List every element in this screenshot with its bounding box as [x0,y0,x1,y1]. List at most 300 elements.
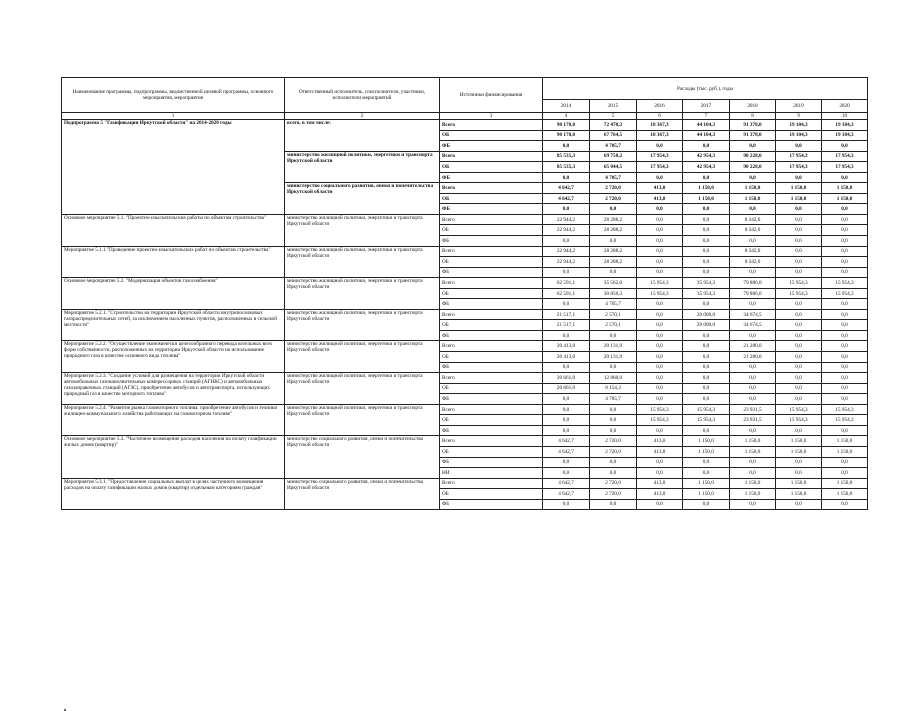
funding-source-cell: Всего [440,151,543,162]
expense-value-cell: 0,0 [822,204,868,215]
funding-source-cell: ФБ [440,204,543,215]
expense-value-cell: 0,0 [776,362,822,373]
expense-value-cell: 0,0 [776,309,822,320]
expense-value-cell: 91 378,0 [730,130,776,141]
program-name-cell: Мероприятие 5.2.4. "Развитие рынка газомоторного топлива: приобретение автобусов и техники жилищно-коммунального хозяйства работающих на газомоторном топливе" [62,404,285,436]
funding-source-cell: ФБ [440,394,543,405]
expense-value-cell: 0,0 [637,352,683,363]
expense-value-cell: 20 131,9 [590,352,637,363]
executor-cell: министерство жилищной политики, энергетики и транспорта Иркутской области [285,214,440,246]
expense-value-cell: 0,0 [776,141,822,152]
funding-source-cell: ФБ [440,499,543,510]
header-year: 2020 [822,100,868,113]
funding-source-cell: Всего [440,309,543,320]
expense-value-cell: 15 954,3 [637,278,683,289]
expense-value-cell: 0,0 [822,457,868,468]
funding-source-cell: ОБ [440,383,543,394]
expense-value-cell: 0,0 [822,352,868,363]
expense-value-cell: 2 720,0 [590,489,637,500]
expense-value-cell: 0,0 [683,362,730,373]
expense-value-cell: 0,0 [776,320,822,331]
expense-value-cell: 0,0 [637,373,683,384]
expense-value-cell: 4 705,7 [590,394,637,405]
expense-value-cell: 28 288,2 [590,225,637,236]
executor-cell: министерство жилищной политики, энергетики и транспорта Иркутской области [285,246,440,278]
expense-value-cell: 1 150,0 [776,478,822,489]
expense-value-cell: 1 150,0 [730,436,776,447]
expense-value-cell: 0,0 [776,299,822,310]
expense-value-cell: 0,0 [822,141,868,152]
expense-value-cell: 0,0 [730,204,776,215]
expense-value-cell: 0,0 [822,299,868,310]
expense-value-cell: 1 150,0 [776,183,822,194]
expense-value-cell: 44 104,3 [683,130,730,141]
expense-value-cell: 0,0 [776,457,822,468]
expense-value-cell: 17 954,3 [637,151,683,162]
expense-value-cell: 0,0 [730,373,776,384]
expense-value-cell: 20 000,0 [683,309,730,320]
funding-source-cell: ОБ [440,225,543,236]
column-index-cell: 9 [776,113,822,120]
expense-value-cell: 0,0 [683,267,730,278]
funding-source-cell: Всего [440,183,543,194]
expense-value-cell: 0,0 [776,425,822,436]
expense-value-cell: 0,0 [730,468,776,479]
table-row [62,120,868,131]
expense-value-cell: 72 470,3 [590,120,637,131]
expense-value-cell: 65 044,5 [590,162,637,173]
expense-value-cell: 2 720,0 [590,436,637,447]
expense-value-cell: 15 954,3 [776,415,822,426]
funding-source-cell: ФБ [440,362,543,373]
program-name-cell: Мероприятие 5.2.3. "Создание условий для размещения на территории Иркутской области автомобильных газонаполнительных компрессорных станций (АГНКС) и автомобильных газозаправочных станций (АГЗС), приобретение автобусов и автотранспорта, использующих природный газ в качестве моторного топлива" [62,373,285,405]
expense-value-cell: 0,0 [590,267,637,278]
funding-source-cell: ОБ [440,162,543,173]
funding-source-cell: Всего [440,120,543,131]
expense-value-cell: 0,0 [822,373,868,384]
expense-value-cell: 15 954,3 [822,415,868,426]
expense-value-cell: 4 642,7 [543,436,590,447]
expense-value-cell: 0,0 [637,204,683,215]
program-name-cell: Мероприятие 5.2.2. "Осуществление экономически целесообразного перевода котельных всех форм собственности, расположенных на территории Иркутской области на использование природного газа в качестве основного вида топлива" [62,341,285,373]
expense-value-cell: 1 150,0 [683,489,730,500]
expense-value-cell: 0,0 [590,330,637,341]
expense-value-cell: 35 954,3 [683,278,730,289]
expense-value-cell: 0,0 [683,499,730,510]
expense-value-cell: 0,0 [730,362,776,373]
expense-value-cell: 22 944,2 [543,225,590,236]
expense-value-cell: 8 342,0 [730,246,776,257]
expense-value-cell: 0,0 [730,299,776,310]
expense-value-cell: 0,0 [730,499,776,510]
expense-value-cell: 18 367,3 [637,130,683,141]
expense-value-cell: 0,0 [776,267,822,278]
expense-value-cell: 15 954,3 [822,278,868,289]
funding-source-cell: ФБ [440,236,543,247]
expense-value-cell: 2 720,0 [590,478,637,489]
funding-source-cell: ФБ [440,457,543,468]
expense-value-cell: 0,0 [590,468,637,479]
expense-value-cell: 0,0 [543,404,590,415]
expense-value-cell: 15 954,3 [683,415,730,426]
executor-cell: министерство жилищной политики, энергетики и транспорта Иркутской области [285,278,440,310]
expense-value-cell: 90 228,0 [730,151,776,162]
expense-value-cell: 15 954,3 [776,288,822,299]
expense-value-cell: 0,0 [637,246,683,257]
expense-value-cell: 0,0 [543,267,590,278]
expense-value-cell: 0,0 [683,457,730,468]
program-name-cell: Основное мероприятие 5.2. "Модернизация объектов газоснабжения" [62,278,285,310]
expense-value-cell: 0,0 [637,499,683,510]
expense-value-cell: 1 150,0 [730,193,776,204]
column-index-cell: 1 [62,113,285,120]
expense-value-cell: 0,0 [822,330,868,341]
funding-source-cell: Всего [440,214,543,225]
expense-value-cell: 0,0 [637,309,683,320]
expense-value-cell: 0,0 [637,299,683,310]
expense-value-cell: 20 131,9 [590,341,637,352]
funding-source-cell: ОБ [440,130,543,141]
executor-cell: министерство жилищной политики, энергетики и транспорта Иркутской области [285,341,440,373]
executor-cell: министерство социального развития, опеки и попечительства Иркутской области [285,436,440,478]
expense-value-cell: 90 228,0 [730,162,776,173]
funding-source-cell: Всего [440,404,543,415]
expense-value-cell: 0,0 [637,330,683,341]
expense-value-cell: 15 954,3 [822,404,868,415]
expense-value-cell: 8 342,0 [730,257,776,268]
expense-value-cell: 0,0 [776,383,822,394]
expense-value-cell: 15 954,3 [776,404,822,415]
expense-value-cell: 413,0 [637,436,683,447]
expense-value-cell: 0,0 [683,204,730,215]
expense-value-cell: 0,0 [683,373,730,384]
expense-value-cell: 0,0 [683,425,730,436]
expense-value-cell: 413,0 [637,478,683,489]
budget-table [61,77,868,510]
funding-source-cell: ОБ [440,415,543,426]
expense-value-cell: 0,0 [822,225,868,236]
header-source-column: Источники финансирования [440,78,543,113]
expense-value-cell: 34 674,5 [730,309,776,320]
expense-value-cell: 413,0 [637,489,683,500]
expense-value-cell: 0,0 [637,172,683,183]
expense-value-cell: 15 954,3 [822,288,868,299]
expense-value-cell: 0,0 [543,362,590,373]
expense-value-cell: 0,0 [637,341,683,352]
expense-value-cell: 4 642,7 [543,489,590,500]
expense-value-cell: 1 150,0 [683,436,730,447]
expense-value-cell: 0,0 [683,352,730,363]
program-name-cell: Основное мероприятие 5.3. "Частичное возмещение расходов населения на оплату газификации жилых домов (квартир)" [62,436,285,478]
expense-value-cell: 0,0 [637,267,683,278]
header-name-column: Наименование программы, подпрограммы, ведомственной целевой программы, основного мероприятия, мероприятия [62,78,285,113]
funding-source-cell: ОБ [440,446,543,457]
expense-value-cell: 67 764,5 [590,130,637,141]
expense-value-cell: 0,0 [822,214,868,225]
table-row [62,246,868,257]
header-year: 2014 [543,100,590,113]
table-row [62,341,868,352]
expense-value-cell: 79 886,0 [730,288,776,299]
expense-value-cell: 1 150,0 [776,436,822,447]
expense-value-cell: 1 150,0 [822,446,868,457]
expense-value-cell: 0,0 [543,394,590,405]
expense-value-cell: 0,0 [776,394,822,405]
expense-value-cell: 21 280,0 [730,341,776,352]
expense-value-cell: 2 720,0 [590,193,637,204]
expense-value-cell: 0,0 [637,236,683,247]
table-row [62,478,868,489]
expense-value-cell: 0,0 [683,214,730,225]
expense-value-cell: 0,0 [822,425,868,436]
expense-value-cell: 1 150,0 [683,183,730,194]
expense-value-cell: 1 150,0 [683,193,730,204]
expense-value-cell: 15 954,3 [637,404,683,415]
expense-value-cell: 413,0 [637,183,683,194]
expense-value-cell: 0,0 [776,236,822,247]
expense-value-cell: 1 150,0 [776,193,822,204]
expense-value-cell: 413,0 [637,193,683,204]
expense-value-cell: 62 591,1 [543,278,590,289]
expense-value-cell: 0,0 [822,320,868,331]
expense-value-cell: 0,0 [730,457,776,468]
header-year: 2015 [590,100,637,113]
funding-source-cell: Всего [440,246,543,257]
expense-value-cell: 44 104,3 [683,120,730,131]
expense-value-cell: 19 104,3 [776,120,822,131]
expense-value-cell: 20 661,0 [543,373,590,384]
funding-source-cell: Всего [440,341,543,352]
expense-value-cell: 0,0 [590,404,637,415]
expense-value-cell: 22 944,2 [543,214,590,225]
expense-value-cell: 0,0 [590,425,637,436]
expense-value-cell: 19 104,3 [822,130,868,141]
expense-value-cell: 0,0 [637,141,683,152]
executor-cell: министерство жилищной политики, энергетики и транспорта Иркутской области [285,309,440,341]
expense-value-cell: 8 154,3 [590,383,637,394]
expense-value-cell: 1 150,0 [822,193,868,204]
column-index-cell: 3 [440,113,543,120]
expense-value-cell: 0,0 [822,341,868,352]
expense-value-cell: 2 720,0 [590,446,637,457]
expense-value-cell: 0,0 [822,172,868,183]
expense-value-cell: 0,0 [683,172,730,183]
expense-value-cell: 1 150,0 [683,446,730,457]
executor-cell: всего, в том числе: [285,120,440,152]
expense-value-cell: 15 954,3 [776,278,822,289]
expense-value-cell: 0,0 [683,257,730,268]
expense-value-cell: 17 954,3 [776,151,822,162]
funding-source-cell: ОБ [440,193,543,204]
expense-value-cell: 0,0 [822,499,868,510]
expense-value-cell: 0,0 [543,299,590,310]
expense-value-cell: 17 954,3 [822,151,868,162]
expense-value-cell: 0,0 [543,499,590,510]
column-index-cell: 7 [683,113,730,120]
expense-value-cell: 69 750,2 [590,151,637,162]
expense-value-cell: 0,0 [776,330,822,341]
expense-value-cell: 2 720,0 [590,183,637,194]
expense-value-cell: 2 570,1 [590,320,637,331]
funding-source-cell: Всего [440,478,543,489]
expense-value-cell: 8 342,0 [730,214,776,225]
table-header [62,78,868,120]
funding-source-cell: ОБ [440,320,543,331]
expense-value-cell: 0,0 [543,457,590,468]
expense-value-cell: 0,0 [776,257,822,268]
header-expenses: Расходы (тыс. руб.), годы [543,78,868,100]
funding-source-cell: ФБ [440,299,543,310]
executor-cell: министерство жилищной политики, энергетики и транспорта Иркутской области [285,373,440,405]
expense-value-cell: 12 860,0 [590,373,637,384]
expense-value-cell: 1 150,0 [730,446,776,457]
expense-value-cell: 0,0 [590,499,637,510]
expense-value-cell: 0,0 [590,236,637,247]
program-name-cell: Мероприятие 5.2.1. "Строительство на территории Иркутской области внутрипоселковых газораспределительных сетей, за исключением насоленных пунктов, расположенных в сельской местности" [62,309,285,341]
expense-value-cell: 0,0 [776,341,822,352]
expense-value-cell: 1 150,0 [730,183,776,194]
expense-value-cell: 0,0 [730,236,776,247]
expense-value-cell: 22 944,2 [543,246,590,257]
expense-value-cell: 15 954,3 [637,288,683,299]
expense-value-cell: 0,0 [822,383,868,394]
expense-value-cell: 4 642,7 [543,478,590,489]
expense-value-cell: 0,0 [683,383,730,394]
expense-value-cell: 0,0 [683,225,730,236]
expense-value-cell: 17 954,3 [637,162,683,173]
header-year: 2017 [683,100,730,113]
funding-source-cell: ФБ [440,141,543,152]
budget-document-page [61,77,868,510]
expense-value-cell: 0,0 [776,225,822,236]
header-year: 2018 [730,100,776,113]
expense-value-cell: 0,0 [730,267,776,278]
expense-value-cell: 0,0 [543,141,590,152]
expense-value-cell: 0,0 [683,299,730,310]
expense-value-cell: 0,0 [730,383,776,394]
expense-value-cell: 0,0 [822,267,868,278]
expense-value-cell: 42 954,3 [683,162,730,173]
expense-value-cell: 21 280,0 [730,352,776,363]
funding-source-cell: Всего [440,278,543,289]
header-year: 2016 [637,100,683,113]
header-executor-column: Ответственный исполнитель, соисполнители, участники, исполнители мероприятий [285,78,440,113]
expense-value-cell: 0,0 [776,214,822,225]
executor-cell: министерство социального развития, опеки и попечительства Иркутской области [285,478,440,510]
table-row [62,309,868,320]
expense-value-cell: 1 150,0 [776,446,822,457]
funding-source-cell: ОБ [440,352,543,363]
expense-value-cell: 0,0 [637,383,683,394]
program-name-cell: Мероприятие 5.1.1 "Проведение проектно-изыскательских работ по объектам строительства" [62,246,285,278]
expense-value-cell: 1 150,0 [822,436,868,447]
header-year: 2019 [776,100,822,113]
funding-source-cell: ОБ [440,257,543,268]
executor-cell: министерство социального развития, опеки и попечительства Иркутской области [285,183,440,215]
expense-value-cell: 0,0 [590,362,637,373]
expense-value-cell: 0,0 [776,204,822,215]
table-row [62,436,868,447]
expense-value-cell: 0,0 [730,425,776,436]
expense-value-cell: 0,0 [776,499,822,510]
column-index-cell: 2 [285,113,440,120]
expense-value-cell: 0,0 [683,468,730,479]
expense-value-cell: 0,0 [543,204,590,215]
expense-value-cell: 0,0 [543,172,590,183]
expense-value-cell: 4 642,7 [543,193,590,204]
expense-value-cell: 0,0 [543,468,590,479]
expense-value-cell: 0,0 [730,172,776,183]
expense-value-cell: 0,0 [776,352,822,363]
expense-value-cell: 0,0 [683,330,730,341]
table-row [62,214,868,225]
expense-value-cell: 0,0 [637,362,683,373]
expense-value-cell: 23 931,5 [730,415,776,426]
expense-value-cell: 1 150,0 [822,183,868,194]
expense-value-cell: 0,0 [637,320,683,331]
expense-value-cell: 19 104,3 [776,130,822,141]
expense-value-cell: 0,0 [822,236,868,247]
expense-value-cell: 0,0 [590,415,637,426]
expense-value-cell: 20 413,0 [543,352,590,363]
expense-value-cell: 0,0 [637,457,683,468]
expense-value-cell: 28 288,2 [590,246,637,257]
expense-value-cell: 17 954,3 [822,162,868,173]
expense-value-cell: 19 104,3 [822,120,868,131]
expense-value-cell: 4 642,7 [543,183,590,194]
expense-value-cell: 0,0 [683,141,730,152]
expense-value-cell: 85 535,3 [543,162,590,173]
expense-value-cell: 0,0 [730,394,776,405]
expense-value-cell: 42 954,3 [683,151,730,162]
expense-value-cell: 0,0 [822,309,868,320]
table-row [62,278,868,289]
funding-source-cell: ОБ [440,489,543,500]
table-row [62,373,868,384]
expense-value-cell: 0,0 [776,373,822,384]
expense-value-cell: 0,0 [543,330,590,341]
column-index-cell: 6 [637,113,683,120]
expense-value-cell: 90 178,0 [543,130,590,141]
expense-value-cell: 62 591,1 [543,288,590,299]
column-index-cell: 4 [543,113,590,120]
expense-value-cell: 413,0 [637,446,683,457]
expense-value-cell: 4 705,7 [590,172,637,183]
expense-value-cell: 0,0 [637,468,683,479]
funding-source-cell: ФБ [440,267,543,278]
expense-value-cell: 1 150,0 [730,478,776,489]
expense-value-cell: 20 413,0 [543,341,590,352]
expense-value-cell: 15 954,3 [683,404,730,415]
expense-value-cell: 4 642,7 [543,446,590,457]
expense-value-cell: 0,0 [637,225,683,236]
expense-value-cell: 0,0 [822,468,868,479]
expense-value-cell: 22 944,2 [543,257,590,268]
expense-value-cell: 0,0 [543,425,590,436]
expense-value-cell: 20 000,0 [683,320,730,331]
expense-value-cell: 85 535,3 [543,151,590,162]
expense-value-cell: 90 178,0 [543,120,590,131]
expense-value-cell: 0,0 [683,394,730,405]
expense-value-cell: 34 674,5 [730,320,776,331]
expense-value-cell: 23 931,5 [730,404,776,415]
funding-source-cell: ФБ [440,330,543,341]
expense-value-cell: 0,0 [683,246,730,257]
expense-value-cell: 0,0 [730,141,776,152]
column-index-cell: 10 [822,113,868,120]
table-body [62,120,868,510]
expense-value-cell: 21 517,1 [543,309,590,320]
